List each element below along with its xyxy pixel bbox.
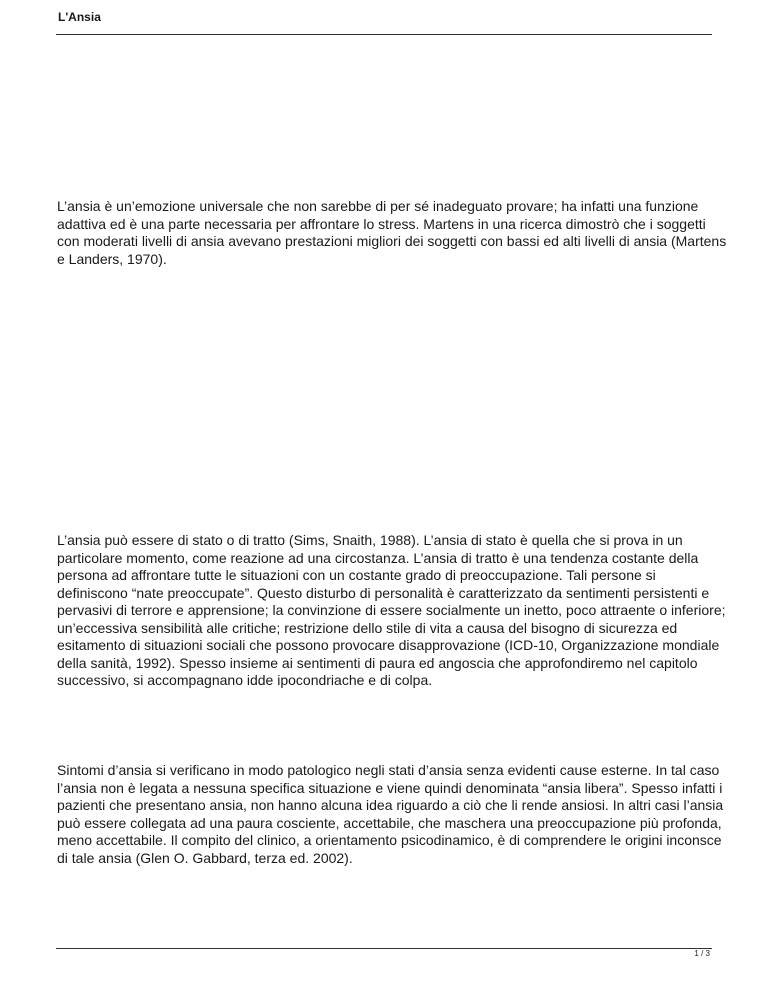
paragraph-symptoms: Sintomi d’ansia si verificano in modo patologico negli stati d’ansia senza evidenti cause esterne. In tal caso l’ansia non è legata a nessuna specifica situazione e viene quindi denominata “ansia libera”. Spesso infatti i pazienti che presentano ansia, non hanno alcuna idea riguardo a ciò che li rende ansiosi. In altri casi l’ansia può essere collegata ad una paura cosciente, accettabile, che maschera una preoccupazione più profonda, meno accettabile. Il compito del clinico, a orientamento psicodinamico, è di comprendere le origini inconsce di tale ansia (Glen O. Gabbard, terza ed. 2002). (57, 762, 724, 866)
paragraph-intro: L’ansia è un’emozione universale che non sarebbe di per sé inadeguato provare; ha infatti una funzione adattiva ed è una parte necessaria per affrontare lo stress. Martens in una ricerca dimostrò che i soggetti con moderati livelli di ansia avevano prestazioni migliori dei soggetti con bassi ed alti livelli di ansia (Martens e Landers, 1970). (57, 198, 727, 267)
paragraph-state-trait: L’ansia può essere di stato o di tratto (Sims, Snaith, 1988). L’ansia di stato è quella che si prova in un particolare momento, come reazione ad una circostanza. L’ansia di tratto è una tendenza costante della persona ad affrontare tutte le situazioni con un costante grado di preoccupazione. Tali persone si definiscono “nate preoccupate”. Questo disturbo di personalità è caratterizzato da sentimenti persistenti e pervasivi di terrore e apprensione; la convinzione di essere socialmente un inetto, poco attraente o inferiore; un’eccessiva sensibilità alle critiche; restrizione dello stile di vita a causa del bisogno di sicurezza ed esitamento di situazioni sociali che possono provocare disapprovazione (ICD-10, Organizzazione mondiale della sanità, 1992). Spesso insieme ai sentimenti di paura ed angoscia che approfondiremo nel capitolo successivo, si accompagnano idde ipocondriache e di colpa. (57, 532, 726, 688)
header-divider (56, 34, 712, 35)
page-number: 1 / 3 (694, 949, 710, 958)
page-title: L'Ansia (58, 10, 101, 24)
footer-divider (56, 948, 712, 949)
